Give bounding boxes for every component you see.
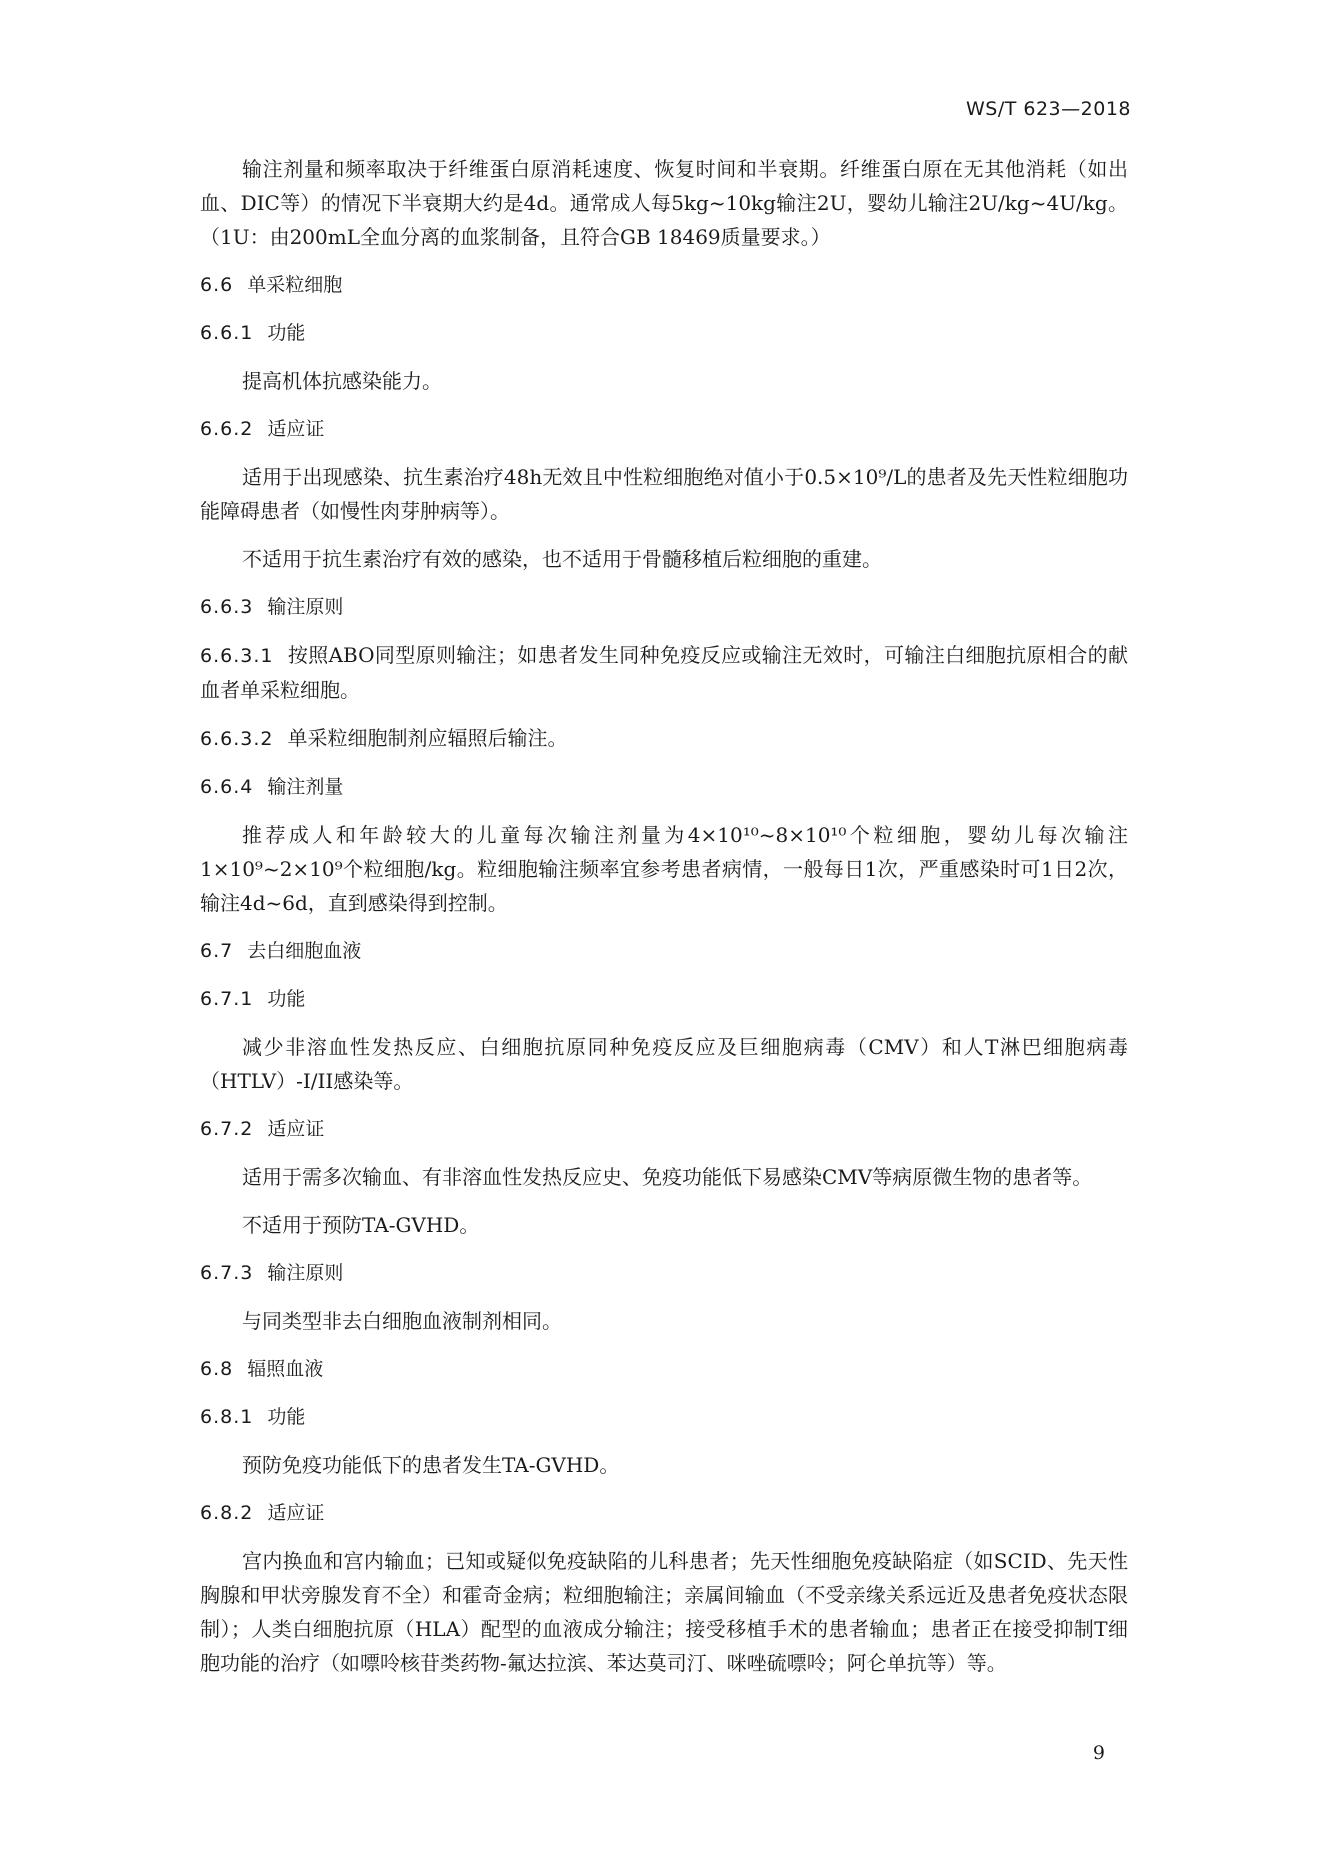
section-heading bbox=[200, 770, 1128, 804]
body-paragraph: 宫内换血和宫内输血；已知或疑似免疫缺陷的儿科患者；先天性细胞免疫缺陷症（如SCID、先天性胸腺和甲状旁腺发育不全）和霍奇金病；粒细胞输注；亲属间输血（不受亲缘关系远近及患者免疫状态限制）；人类白细胞抗原（HLA）配型的血液成分输注；接受移植手术的患者输血；患者正在接受抑制T细胞功能的治疗（如嘌呤核苷类药物-氟达拉滨、苯达莫司汀、咪唑硫嘌呤；阿仑单抗等）等。 bbox=[200, 1549, 1128, 1675]
section-number: 6.8.2 bbox=[200, 1502, 254, 1524]
body-paragraph: 不适用于抗生素治疗有效的感染，也不适用于骨髓移植后粒细胞的重建。 bbox=[242, 547, 882, 571]
section-number: 6.6.1 bbox=[200, 322, 254, 344]
body-paragraph: 适用于需多次输血、有非溶血性发热反应史、免疫功能低下易感染CMV等病原微生物的患者等。 bbox=[242, 1165, 1093, 1189]
numbered-clause bbox=[200, 721, 1128, 756]
page-number: 9 bbox=[1092, 1742, 1105, 1764]
section-heading bbox=[200, 934, 1128, 968]
section-title: 单采粒细胞 bbox=[247, 274, 343, 296]
section-number: 6.6.4 bbox=[200, 776, 254, 798]
section-title: 适应证 bbox=[267, 1118, 325, 1140]
section-heading bbox=[200, 412, 1128, 446]
section-heading bbox=[200, 1112, 1128, 1146]
section-title: 功能 bbox=[267, 988, 306, 1010]
section-title: 输注原则 bbox=[267, 1262, 344, 1284]
section-title: 功能 bbox=[267, 322, 306, 344]
section-number: 6.7.2 bbox=[200, 1118, 254, 1140]
body-paragraph: 预防免疫功能低下的患者发生TA-GVHD。 bbox=[242, 1453, 620, 1477]
numbered-clause bbox=[200, 638, 1128, 707]
section-heading bbox=[200, 268, 1128, 302]
section-heading bbox=[200, 1400, 1128, 1434]
section-title: 适应证 bbox=[267, 418, 325, 440]
section-title: 输注原则 bbox=[267, 596, 344, 618]
section-number: 6.7.3 bbox=[200, 1262, 254, 1284]
section-heading bbox=[200, 316, 1128, 350]
clause-number: 6.6.3.1 bbox=[200, 645, 274, 667]
body-paragraph: 减少非溶血性发热反应、白细胞抗原同种免疫反应及巨细胞病毒（CMV）和人T淋巴细胞病毒（HTLV）-I/II感染等。 bbox=[200, 1035, 1128, 1093]
body-paragraph: 不适用于预防TA-GVHD。 bbox=[242, 1213, 480, 1237]
section-heading bbox=[200, 590, 1128, 624]
body-paragraph: 与同类型非去白细胞血液制剂相同。 bbox=[242, 1309, 562, 1333]
section-title: 去白细胞血液 bbox=[247, 940, 362, 962]
section-number: 6.6 bbox=[200, 274, 234, 296]
section-title: 辐照血液 bbox=[247, 1358, 324, 1380]
body-paragraph: 适用于出现感染、抗生素治疗48h无效且中性粒细胞绝对值小于0.5×10⁹/L的患者及先天性粒细胞功能障碍患者（如慢性肉芽肿病等）。 bbox=[200, 465, 1128, 523]
section-number: 6.6.2 bbox=[200, 418, 254, 440]
section-title: 输注剂量 bbox=[267, 776, 344, 798]
clause-text: 按照ABO同型原则输注；如患者发生同种免疫反应或输注无效时，可输注白细胞抗原相合的献血者单采粒细胞。 bbox=[200, 643, 1128, 702]
section-number: 6.8 bbox=[200, 1358, 234, 1380]
document-standard-code: WS/T 623—2018 bbox=[965, 98, 1131, 120]
section-number: 6.7.1 bbox=[200, 988, 254, 1010]
section-heading bbox=[200, 1496, 1128, 1530]
section-number: 6.6.3 bbox=[200, 596, 254, 618]
clause-number: 6.6.3.2 bbox=[200, 728, 274, 750]
clause-text: 单采粒细胞制剂应辐照后输注。 bbox=[287, 726, 568, 750]
section-heading bbox=[200, 982, 1128, 1016]
document-body bbox=[200, 152, 1128, 1694]
section-number: 6.7 bbox=[200, 940, 234, 962]
body-paragraph: 提高机体抗感染能力。 bbox=[242, 369, 442, 393]
section-heading bbox=[200, 1352, 1128, 1386]
section-title: 功能 bbox=[267, 1406, 306, 1428]
body-paragraph: 推荐成人和年龄较大的儿童每次输注剂量为4×10¹⁰~8×10¹⁰个粒细胞，婴幼儿每次输注1×10⁹~2×10⁹个粒细胞/kg。粒细胞输注频率宜参考患者病情，一般每日1次，严重感染时可1日2次，输注4d~6d，直到感染得到控制。 bbox=[200, 823, 1128, 915]
body-paragraph: 输注剂量和频率取决于纤维蛋白原消耗速度、恢复时间和半衰期。纤维蛋白原在无其他消耗（如出血、DIC等）的情况下半衰期大约是4d。通常成人每5kg~10kg输注2U，婴幼儿输注2U/kg~4U/kg。（1U：由200mL全血分离的血浆制备，且符合GB 18469质量要求。） bbox=[200, 157, 1128, 249]
section-title: 适应证 bbox=[267, 1502, 325, 1524]
section-heading bbox=[200, 1256, 1128, 1290]
section-number: 6.8.1 bbox=[200, 1406, 254, 1428]
